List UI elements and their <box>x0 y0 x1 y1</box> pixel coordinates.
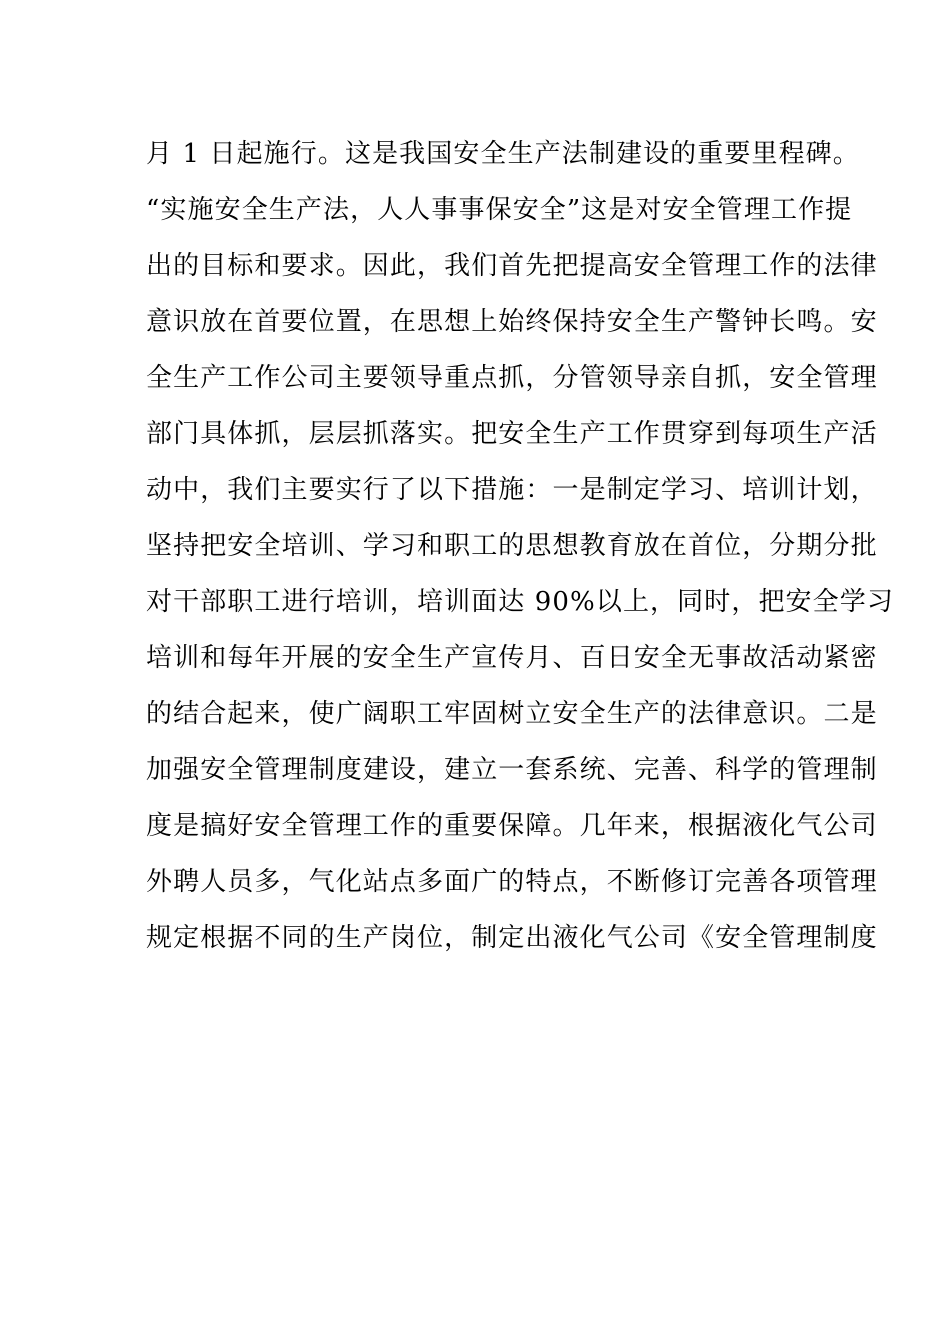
text-line: 度是搞好安全管理工作的重要保障。几年来，根据液化气公司 <box>146 811 878 841</box>
text-line: 全生产工作公司主要领导重点抓，分管领导亲自抓，安全管理 <box>146 363 878 393</box>
text-line: 外聘人员多，气化站点多面广的特点，不断修订完善各项管理 <box>146 867 878 897</box>
text-line: 培训和每年开展的安全生产宣传月、百日安全无事故活动紧密 <box>146 643 878 673</box>
text-line: 意识放在首要位置，在思想上始终保持安全生产警钟长鸣。安 <box>146 307 878 337</box>
text-line: 规定根据不同的生产岗位，制定出液化气公司《安全管理制度 <box>146 923 878 953</box>
text-line: 对干部职工进行培训，培训面达 90%以上，同时，把安全学习 <box>146 587 894 617</box>
body-text <box>146 126 894 966</box>
text-line: 部门具体抓，层层抓落实。把安全生产工作贯穿到每项生产活 <box>146 419 878 449</box>
text-line: 的结合起来，使广阔职工牢固树立安全生产的法律意识。二是 <box>146 699 878 729</box>
text-line: “实施安全生产法，人人事事保安全”这是对安全管理工作提 <box>146 195 853 225</box>
text-line: 月 1 日起施行。这是我国安全生产法制建设的重要里程碑。 <box>146 139 860 169</box>
text-line: 加强安全管理制度建设，建立一套系统、完善、科学的管理制 <box>146 755 878 785</box>
text-line: 出的目标和要求。因此，我们首先把提高安全管理工作的法律 <box>146 251 878 281</box>
text-line: 动中，我们主要实行了以下措施：一是制定学习、培训计划， <box>146 475 878 505</box>
text-line: 坚持把安全培训、学习和职工的思想教育放在首位，分期分批 <box>146 531 878 561</box>
